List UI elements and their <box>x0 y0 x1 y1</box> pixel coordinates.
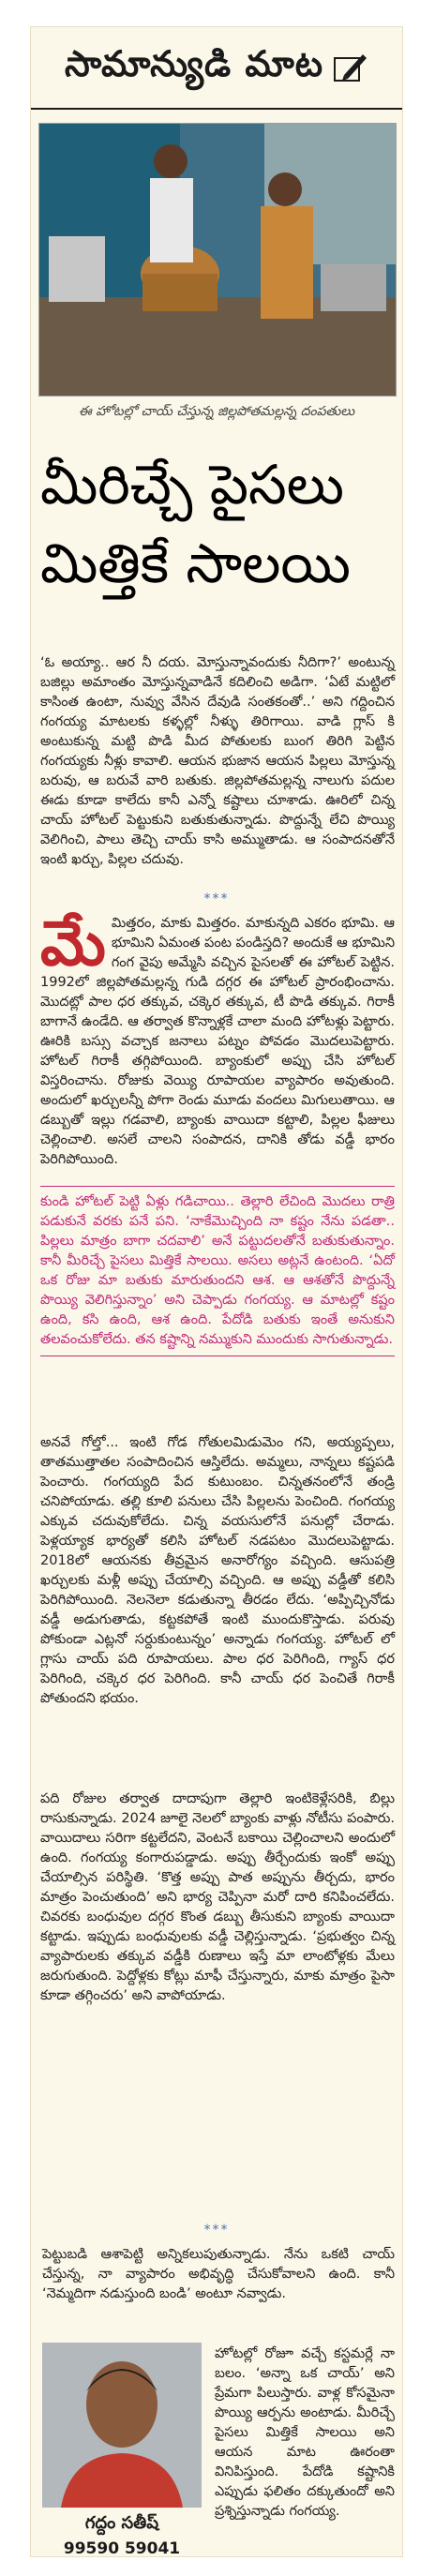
intro-paragraph: ‘ఓ అయ్యా.. ఆర నీ దయ. మోస్తున్నావందుకు నీదిగా?’ అంటున్న బజిల్లు అమాంతం మోస్తున్నవాడినే కదిలించి అడిగా. ‘ఏటే మట్టిలో కాసింత ఉంటా, నువ్వు వేసిన దేవుడి సంతకంతో..’ అని గద్దించిన గంగయ్య మాటలకు కళ్ళల్లో నీళ్ళు తిరిగాయి. వాడి గ్లాస్ కి అంటుకున్న మట్టి పొడి మీద పోతులకు బుంగ తిరిగి పెట్టిన గంగయ్యకు నీళ్లు కావాలి. ఆయన భుజాన ఆయన పిల్లలు మోస్తున్న బరువు, ఆ బరువే వారి బతుకు. జిల్లపోతమల్లన్న నాలుగు పదుల ఈడు కూడా కాలేదు కానీ ఎన్నో కష్టాలు చూశాడు. ఊరిలో చిన్న చాయ్ హోటల్ పెట్టుకుని బతుకుతున్నాడు. పొద్దున్నే లేచి పొయ్యి వెలిగించి, పాలు తెచ్చి చాయ్ కాసి అమ్ముతాడు. ఆ సంపాదనతోనే ఇంటి ఖర్చు, పిల్లల చదువు. <box>40 655 395 867</box>
section-divider: *** <box>203 891 230 906</box>
author-name: గద్దం సతీష్ <box>84 2513 159 2533</box>
author-photo <box>42 2343 202 2508</box>
section-3: పది రోజుల తర్వాత దాదాపుగా తెల్లారి ఇంటికెళ్లేసరికి, బిల్లు రాసుకున్నాడు. 2024 జూలై నెలలో బ్యాంకు వాళ్లు నోటీసు పంపారు. వాయిదాలు సరిగా కట్టలేదని, వెంటనే బకాయి చెల్లించాలని అందులో ఉంది. గంగయ్య కంగారుపడ్డాడు. అప్పు తీర్చేందుకు ఇంకో అప్పు చేయాల్సిన పరిస్థితి. ‘కొత్త అప్పు పాత అప్పును తీర్చదు, భారం మాత్రం పెంచుతుంది’ అని భార్య చెప్పినా మరో దారి కనిపించలేదు. చివరకు బంధువుల దగ్గర కొంత డబ్బు తీసుకుని బ్యాంకు వాయిదా కట్టాడు. ఇప్పుడు బంధువులకు వడ్డీ చెల్లిస్తున్నాడు. ‘ప్రభుత్వం చిన్న వ్యాపారులకు తక్కువ వడ్డీకి రుణాలు ఇస్తే మా లాంటోళ్లకు మేలు జరుగుతుంది. పెద్దోళ్లకు కోట్లు మాఫీ చేస్తున్నారు, మాకు మాత్రం పైసా కూడా తగ్గించరు’ అని వాపోయాడు. <box>40 1791 395 2003</box>
closing-paragraph: పెట్టుబడి ఆశాపెట్టి అన్నికలుపుతున్నాడు. నేను ఒకటి చాయ్ చేస్తున్న, నా వ్యాపారం అభివృద్ధి చేసుకోవాలని ఉంది. కానీ ‘నెమ్మదిగా నడుస్తుంది బండి’ అంటూ నవ్వాడు. <box>42 2247 395 2301</box>
headline-line-2: మిత్తికే సాలయి <box>40 532 351 595</box>
section-2: అనవే గోల్తో... ఇంటి గోడ గోతులమిడుమెం గని, అయ్యప్పలు, తాతముత్తాతల సంపాదించిన ఆస్తిలేదు. అమ్మలు, నాన్నలు కష్టపడి పెంచారు. గంగయ్యది పేద కుటుంబం. చిన్నతనంలోనే తండ్రి చనిపోయాడు. తల్లి కూలి పనులు చేసి పిల్లలను పెంచింది. గంగయ్య ఎక్కువ చదువుకోలేదు. చిన్న వయసులోనే పనుల్లో చేరాడు. పెళ్లయ్యాక భార్యతో కలిసి హోటల్ నడపటం మొదలుపెట్టాడు. 2018లో ఆయనకు తీవ్రమైన అనారోగ్యం వచ్చింది. ఆసుపత్రి ఖర్చులకు మళ్లీ అప్పు చేయాల్సి వచ్చింది. ఆ అప్పు వడ్డీతో కలిసి పెరిగిపోయింది. నెలనెలా కడుతున్నా తీరడం లేదు. ‘అప్పిచ్చినోడు వడ్డీ అడుగుతాడు, కట్టకపోతే ఇంటి ముందుకొస్తాడు. పరువు పోకుండా ఎట్లనో సర్దుకుంటున్నం’ అన్నాడు గంగయ్య. హోటల్ లో గ్లాసు చాయ్ పది రూపాయలు. పాల ధర పెరిగింది, గ్యాస్ ధర పెరిగింది, చక్కెర ధర పెరిగింది. కానీ చాయ్ ధర పెంచితే గిరాకీ పోతుందని భయం. <box>40 1435 395 1706</box>
article-column <box>30 26 403 2557</box>
section-1-text: మిత్తరం, మాకు మిత్తరం. మాకున్నది ఎకరం భూమి. ఆ భూమిని ఏమంత పంట పండిస్తది? అందుకే ఆ భూమిని గంగ వైపు అమ్మేసి వచ్చిన పైసలతో ఈ హోటల్ పెట్టిన. 1992లో జిల్లపోతమల్లన్న గుడి దగ్గర ఈ హోటల్ ప్రారంభించాను. మొదట్లో పాల ధర తక్కువ, చక్కెర తక్కువ, టీ పొడి తక్కువ. గిరాకీ బాగానే ఉండేది. ఆ తర్వాత కొన్నాళ్లకే చాలా మంది హోటళ్లు పెట్టారు. ఊరికి బస్సు వచ్చాక జనాలు పట్నం పోవడం మొదలుపెట్టారు. హోటల్ గిరాకీ తగ్గిపోయింది. బ్యాంకులో అప్పు చేసి హోటల్ విస్తరించాను. రోజుకు వెయ్యి రూపాయల వ్యాపారం అవుతుంది. అందులో ఖర్చులన్నీ పోగా రెండు మూడు వందలు మిగులుతాయి. ఆ డబ్బుతో ఇల్లు గడవాలి, బ్యాంకు వాయిదా కట్టాలి, పిల్లల ఫీజులు చెల్లించాలి. అసలే చాలని సంపాదన, దానికి తోడు వడ్డీ భారం పెరిగిపోయింది. <box>40 916 395 1167</box>
author-phone: 99590 59041 <box>63 2539 181 2558</box>
headline <box>40 445 397 603</box>
photo-caption: ఈ హోటల్లో చాయ్ చేస్తున్న జిల్లపోతమల్లన్న దంపతులు <box>78 404 355 419</box>
closing-right-paragraph: హోటల్లో రోజూ వచ్చే కస్టమర్లే నా బలం. ‘అన్నా ఒక చాయ్’ అని ప్రేమగా పిలుస్తారు. వాళ్ల కోసమైనా పొయ్యి ఆర్పను అంటాడు. మీరిచ్చే పైసలు మిత్తికే సాలయి అని ఆయన మాట ఊరంతా వినిపిస్తుంది. పేదోడి కష్టానికి ఎప్పుడు ఫలితం దక్కుతుందో అని ప్రశ్నిస్తున్నాడు గంగయ్య. <box>215 2346 395 2519</box>
masthead-title: సామాన్యుడి మాట <box>64 41 324 84</box>
article-photo <box>38 123 397 397</box>
dropcap: మే <box>40 906 106 980</box>
pen-icon <box>331 49 368 86</box>
section-divider-2: *** <box>203 2223 230 2238</box>
pullquote: కుండి హోటల్ పెట్టి ఏళ్లు గడిచాయి.. తెల్లారి లేచింది మొదలు రాత్రి పడుకునే వరకు పనే పని. ‘నాకేమొచ్చింది నా కష్టం నేను పడతా.. పిల్లలు మాత్రం బాగా చదవాలి’ అనే పట్టుదలతోనే బతుకుతున్నాం. కానీ మీరిచ్చే పైసలు మిత్తికే సాలయి. అసలు అట్లనే ఉంటంది. ‘ఏదో ఒక రోజు మా బతుకు మారుతుందని ఆశ. ఆ ఆశతోనే పొద్దున్నే పొయ్యి వెలిగిస్తున్నాం’ అని చెప్పాడు గంగయ్య. ఆ మాటల్లో కష్టం ఉంది, కసి ఉంది, ఆశ ఉంది. పేదోడి బతుకు ఇంతే అనుకుని తలవంచుకోలేదు. తన కష్టాన్ని నమ్ముకుని ముందుకు సాగుతున్నాడు. <box>40 1186 395 1356</box>
headline-line-1: మీరిచ్చే పైసలు <box>40 453 344 517</box>
masthead <box>31 27 402 110</box>
section-1 <box>40 906 395 1170</box>
